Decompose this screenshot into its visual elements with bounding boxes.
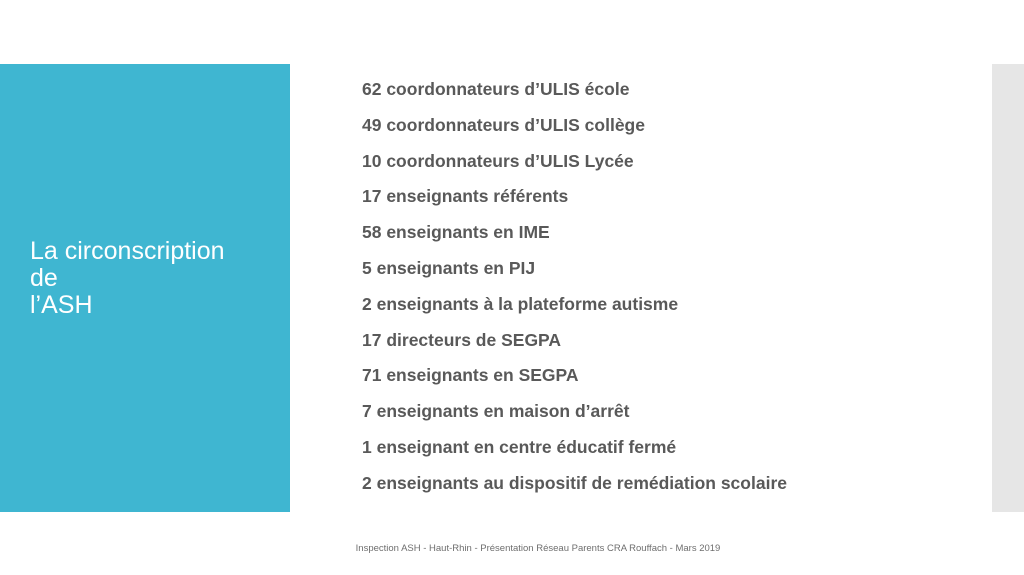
list-item: 58 enseignants en IME — [362, 222, 550, 243]
list-item: 71 enseignants en SEGPA — [362, 365, 579, 386]
list-item: 2 enseignants au dispositif de remédiation scolaire — [362, 472, 787, 493]
list-item: 10 coordonnateurs d’ULIS Lycée — [362, 150, 634, 171]
list-item: 7 enseignants en maison d’arrêt — [362, 401, 630, 422]
list-item: 17 directeurs de SEGPA — [362, 329, 562, 350]
footer: Inspection ASH - Haut-Rhin - Présentation Réseau Parents CRA Rouffach - Mars 2019 — [355, 543, 721, 554]
item-list — [362, 76, 787, 506]
list-item: 49 coordonnateurs d’ULIS collège — [362, 114, 645, 135]
side-strip — [992, 64, 1024, 512]
list-item: 5 enseignants en PIJ — [362, 257, 536, 278]
list-item: 1 enseignant en centre éducatif fermé — [362, 436, 677, 457]
list-item: 62 coordonnateurs d’ULIS école — [362, 79, 630, 99]
list-item: 2 enseignants à la plateforme autisme — [362, 293, 679, 314]
list-item: 17 enseignants référents — [362, 186, 569, 207]
slide-title: La circonscription de l’ASH — [30, 237, 225, 319]
